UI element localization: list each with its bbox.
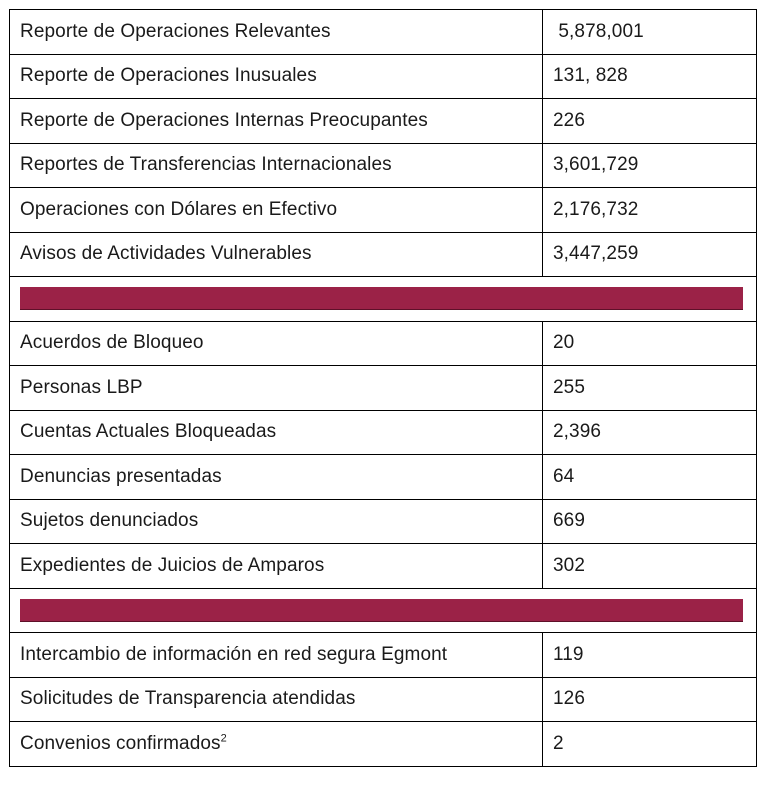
row-value: 669 xyxy=(543,499,757,544)
statistics-table xyxy=(9,9,757,767)
row-value: 126 xyxy=(543,677,757,722)
footnote-marker: 2 xyxy=(220,732,227,745)
row-label: Cuentas Actuales Bloqueadas xyxy=(10,410,543,455)
row-value: 2,176,732 xyxy=(543,188,757,233)
table-row xyxy=(10,54,757,99)
row-label: Reporte de Operaciones Inusuales xyxy=(10,54,543,99)
table-row xyxy=(10,633,757,678)
row-value: 2,396 xyxy=(543,410,757,455)
row-value: 3,601,729 xyxy=(543,143,757,188)
row-label: Personas LBP xyxy=(10,366,543,411)
row-label: Acuerdos de Bloqueo xyxy=(10,321,543,366)
table-row xyxy=(10,410,757,455)
row-value: 5,878,001 xyxy=(543,10,757,55)
row-label: Solicitudes de Transparencia atendidas xyxy=(10,677,543,722)
table-row xyxy=(10,188,757,233)
row-value: 131, 828 xyxy=(543,54,757,99)
row-value: 302 xyxy=(543,544,757,589)
row-label: Sujetos denunciados xyxy=(10,499,543,544)
row-value: 64 xyxy=(543,455,757,500)
row-label: Reportes de Transferencias Internacionales xyxy=(10,143,543,188)
section-separator-cell xyxy=(10,277,757,322)
row-label: Operaciones con Dólares en Efectivo xyxy=(10,188,543,233)
row-value: 20 xyxy=(543,321,757,366)
row-label: Reporte de Operaciones Internas Preocupantes xyxy=(10,99,543,144)
row-label: Intercambio de información en red segura Egmont xyxy=(10,633,543,678)
row-label: Denuncias presentadas xyxy=(10,455,543,500)
table-row xyxy=(10,455,757,500)
table-row xyxy=(10,10,757,55)
table-row xyxy=(10,232,757,277)
row-label: Reporte de Operaciones Relevantes xyxy=(10,10,543,55)
table-row xyxy=(10,143,757,188)
section-separator-bar xyxy=(20,599,743,622)
table-row xyxy=(10,722,757,767)
row-value: 2 xyxy=(543,722,757,767)
table-row xyxy=(10,499,757,544)
table-row xyxy=(10,99,757,144)
row-label: Convenios confirmados xyxy=(20,732,221,754)
section-separator-row xyxy=(10,277,757,322)
section-separator-bar xyxy=(20,287,743,310)
row-label: Avisos de Actividades Vulnerables xyxy=(10,232,543,277)
row-label-cell xyxy=(10,722,543,767)
table-row xyxy=(10,544,757,589)
table-row xyxy=(10,677,757,722)
row-value: 226 xyxy=(543,99,757,144)
row-label: Expedientes de Juicios de Amparos xyxy=(10,544,543,589)
section-separator-row xyxy=(10,588,757,633)
row-value: 255 xyxy=(543,366,757,411)
table-row xyxy=(10,321,757,366)
table-row xyxy=(10,366,757,411)
row-value: 119 xyxy=(543,633,757,678)
section-separator-cell xyxy=(10,588,757,633)
row-value: 3,447,259 xyxy=(543,232,757,277)
